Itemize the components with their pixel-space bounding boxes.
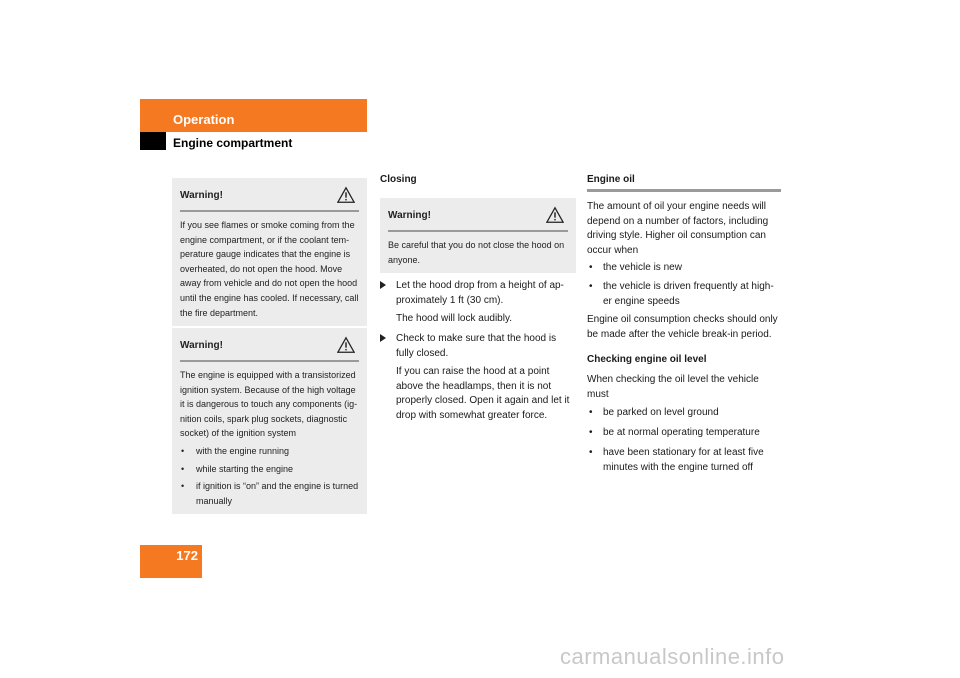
closing-title: Closing: [380, 174, 417, 185]
closing-step-1: [380, 279, 576, 308]
warning-box-ignition: [172, 328, 367, 514]
warning-title: Warning!: [388, 210, 431, 221]
warning-title: Warning!: [180, 190, 223, 201]
list-item: • if ignition is “on” and the engine is turned manually: [180, 479, 359, 508]
warning-triangle-icon: [546, 206, 564, 224]
warning-bullet-list: [180, 444, 359, 508]
step-arrow-icon: [380, 334, 386, 342]
warning-title: Warning!: [180, 340, 223, 351]
list-item: • the vehicle is driven frequently at high-er engine speeds: [589, 281, 774, 307]
section-rule: [587, 189, 781, 192]
section-title: Operation: [173, 112, 235, 127]
warning-text: The engine is equipped with a transistorized ignition system. Because of the high voltage it is dangerous to touch any components (ig-nition coils, spark plug sockets, diagnostic socket) of the ignition system: [180, 370, 358, 439]
checking-title: Checking engine oil level: [587, 354, 707, 365]
warning-triangle-icon: [337, 336, 355, 354]
warning-text: If you see flames or smoke coming from the engine compartment, or if the coolant tem-perature gauge indicates that the engine is overheated, do not open the hood. Move away from vehicle and do not open the hood until the engine has cooled. If necessary, call the fire department.: [180, 220, 359, 318]
step-text: Let the hood drop from a height of ap-proximately 1 ft (30 cm).: [396, 280, 564, 306]
step-note: If you can raise the hood at a point above the headlamps, then it is not properly closed. Open it again and let it drop with somewhat greater force.: [396, 366, 570, 421]
list-item: • be at normal operating temperature: [589, 427, 760, 438]
checking-intro: When checking the oil level the vehicle must: [587, 374, 759, 400]
warning-body: [180, 212, 359, 326]
list-item: • while starting the engine: [180, 462, 359, 477]
closing-step-2: [380, 332, 576, 361]
list-item: • have been stationary for at least five minutes with the engine turned off: [589, 447, 764, 473]
step-text: Check to make sure that the hood is fully closed.: [396, 333, 557, 359]
step-arrow-icon: [380, 281, 386, 289]
warning-body: [180, 362, 359, 514]
list-item: • the vehicle is new: [589, 262, 682, 273]
step-note: The hood will lock audibly.: [396, 313, 512, 324]
subsection-title: Engine compartment: [173, 136, 293, 150]
header-marker: [140, 132, 166, 150]
list-item: • be parked on level ground: [589, 407, 719, 418]
warning-header: [180, 178, 359, 212]
watermark: carmanualsonline.info: [560, 644, 785, 669]
warning-text: Be careful that you do not close the hood on anyone.: [388, 240, 565, 265]
warning-box-hood: [380, 198, 576, 273]
warning-body: [388, 232, 568, 273]
page-number: 172: [176, 548, 198, 563]
list-item: • with the engine running: [180, 444, 359, 459]
engine-oil-intro: The amount of oil your engine needs will depend on a number of factors, including driving style. Higher oil consumption can occur when: [587, 201, 769, 256]
engine-oil-title: Engine oil: [587, 174, 635, 185]
warning-box-flames: [172, 178, 367, 326]
warning-header: [388, 198, 568, 232]
warning-header: [180, 328, 359, 362]
warning-triangle-icon: [337, 186, 355, 204]
consumption-note: Engine oil consumption checks should only be made after the vehicle break-in period.: [587, 314, 778, 340]
